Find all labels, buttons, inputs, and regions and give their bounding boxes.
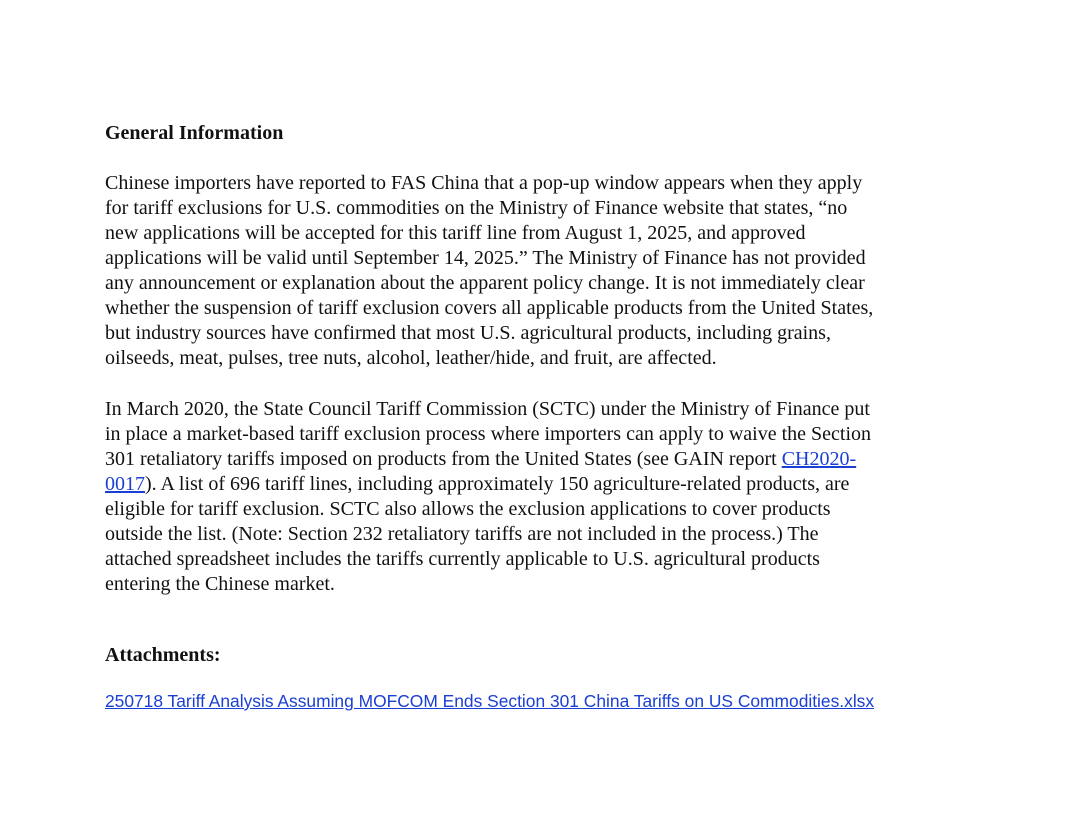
paragraph-line: in place a market-based tariff exclusion process where importers can apply to waive the Section: [105, 423, 872, 445]
paragraph-line: but industry sources have confirmed that most U.S. agricultural products, including grains,: [105, 322, 831, 344]
paragraph-line: any announcement or explanation about the apparent policy change. It is not immediately clear: [105, 272, 865, 294]
paragraph-text: 301 retaliatory tariffs imposed on products from the United States (see GAIN report: [105, 448, 782, 470]
paragraph-line: Chinese importers have reported to FAS China that a pop-up window appears when they apply: [105, 172, 863, 194]
paragraph-text: ). A list of 696 tariff lines, including approximately 150 agriculture-related products, are: [145, 473, 850, 495]
paragraph-line: for tariff exclusions for U.S. commodities on the Ministry of Finance website that states, “no: [105, 197, 848, 219]
paragraph-line: applications will be valid until September 14, 2025.” The Ministry of Finance has not provided: [105, 247, 866, 269]
gain-report-link[interactable]: CH2020-: [781, 448, 857, 470]
paragraph-line: In March 2020, the State Council Tariff Commission (SCTC) under the Ministry of Finance put: [105, 398, 870, 420]
paragraph-sctc-exclusion-process: [105, 397, 955, 597]
gain-report-link-continued[interactable]: 0017: [105, 473, 145, 495]
attachment-spreadsheet-link[interactable]: 250718 Tariff Analysis Assuming MOFCOM Ends Section 301 China Tariffs on US Commodities.xlsx: [105, 691, 875, 711]
paragraph-line: [105, 472, 955, 497]
paragraph-pop-up-window: [105, 171, 955, 371]
paragraph-line: attached spreadsheet includes the tariffs currently applicable to U.S. agricultural products: [105, 548, 820, 570]
paragraph-line: entering the Chinese market.: [105, 573, 335, 595]
paragraph-line: whether the suspension of tariff exclusion covers all applicable products from the United States,: [105, 297, 874, 319]
general-information-heading: General Information: [105, 122, 284, 144]
attachments-heading: Attachments:: [105, 644, 221, 666]
paragraph-line: eligible for tariff exclusion. SCTC also allows the exclusion applications to cover products: [105, 498, 831, 520]
paragraph-line: [105, 447, 955, 472]
paragraph-line: oilseeds, meat, pulses, tree nuts, alcohol, leather/hide, and fruit, are affected.: [105, 347, 717, 369]
paragraph-line: outside the list. (Note: Section 232 retaliatory tariffs are not included in the process.) The: [105, 523, 819, 545]
paragraph-line: new applications will be accepted for this tariff line from August 1, 2025, and approved: [105, 222, 806, 244]
